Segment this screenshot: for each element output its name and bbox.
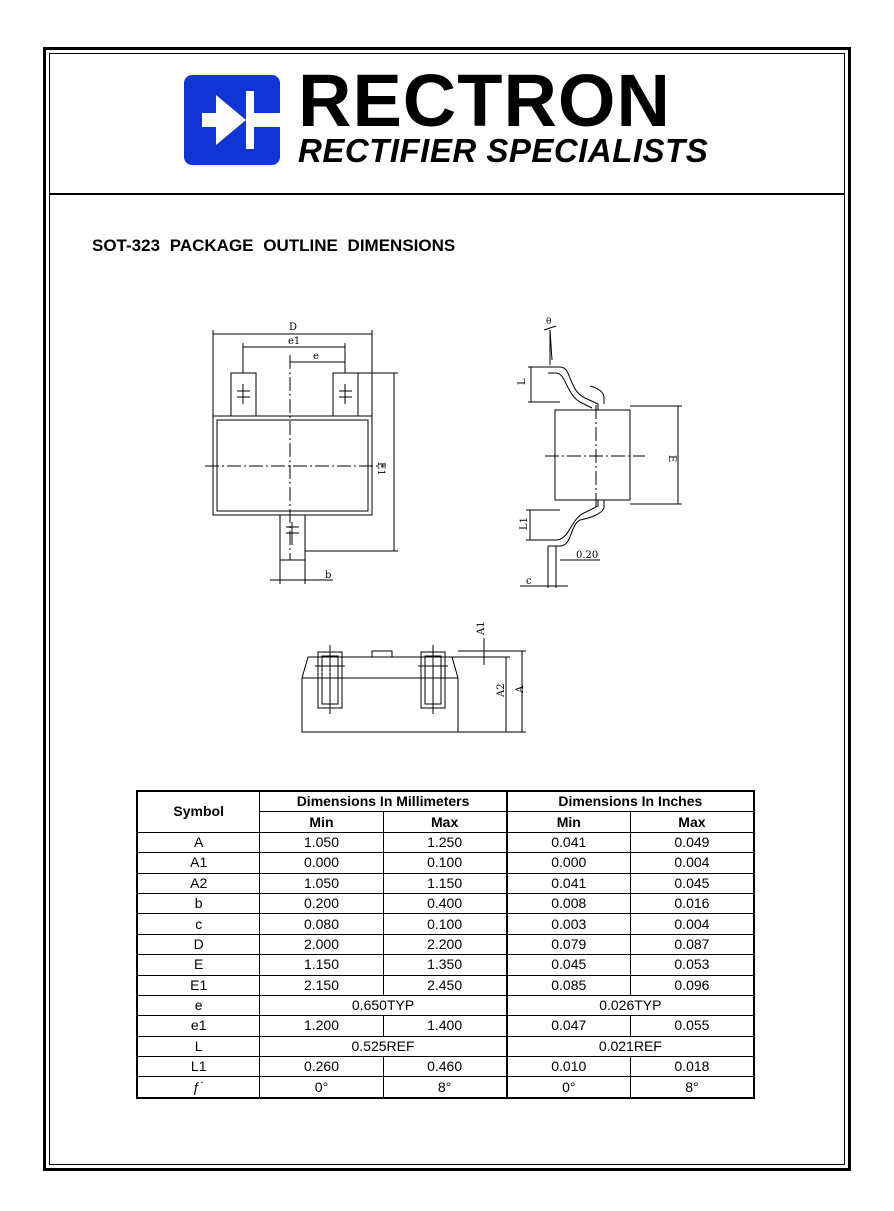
cell-mm-min: 1.050 xyxy=(260,832,383,852)
cell-in-min: 0.000 xyxy=(507,853,631,873)
cell-in-max: 0.053 xyxy=(630,955,754,975)
dimensions-table xyxy=(136,790,755,1099)
table-row xyxy=(137,934,754,954)
cell-symbol: E xyxy=(137,955,260,975)
cell-in-max: 0.096 xyxy=(630,975,754,995)
cell-mm-min: 0.260 xyxy=(260,1057,383,1077)
cell-symbol: A xyxy=(137,832,260,852)
cell-in-max: 0.004 xyxy=(630,853,754,873)
cell-in-max: 0.049 xyxy=(630,832,754,852)
cell-in-max: 8° xyxy=(630,1077,754,1098)
cell-symbol: E1 xyxy=(137,975,260,995)
cell-in-min: 0.079 xyxy=(507,934,631,954)
dim-a-label: A xyxy=(515,685,526,693)
front-view xyxy=(302,638,526,732)
cell-in-typ: 0.026TYP xyxy=(507,995,754,1015)
cell-mm-min: 0° xyxy=(260,1077,383,1098)
cell-mm-min: 1.150 xyxy=(260,955,383,975)
cell-mm-max: 0.100 xyxy=(383,914,507,934)
cell-mm-max: 2.200 xyxy=(383,934,507,954)
cell-mm-min: 1.050 xyxy=(260,873,383,893)
cell-symbol: b xyxy=(137,893,260,913)
table-row xyxy=(137,1077,754,1098)
cell-symbol: D xyxy=(137,934,260,954)
table-row xyxy=(137,853,754,873)
cell-symbol: A1 xyxy=(137,853,260,873)
dim-a2-label: A2 xyxy=(496,683,507,697)
cell-in-min: 0.003 xyxy=(507,914,631,934)
cell-in-min: 0.085 xyxy=(507,975,631,995)
cell-in-min: 0° xyxy=(507,1077,631,1098)
dim-theta-label: θ xyxy=(546,317,552,327)
dim-c-label: c xyxy=(526,576,532,587)
top-view-labels xyxy=(288,322,386,581)
header-in-min: Min xyxy=(507,812,631,832)
cell-mm-max: 1.250 xyxy=(383,832,507,852)
dim-gauge-label: 0.20 xyxy=(576,550,599,561)
header-mm-min: Min xyxy=(260,812,383,832)
cell-mm-typ: 0.650TYP xyxy=(260,995,507,1015)
cell-mm-min: 2.000 xyxy=(260,934,383,954)
dim-a1-label: A1 xyxy=(476,621,487,635)
table-row xyxy=(137,873,754,893)
cell-mm-max: 1.400 xyxy=(383,1016,507,1036)
header-in-max: Max xyxy=(630,812,754,832)
header-mm-max: Max xyxy=(383,812,507,832)
side-view-labels xyxy=(517,317,677,587)
dim-b-label: b xyxy=(325,570,332,581)
cell-mm-max: 0.460 xyxy=(383,1057,507,1077)
brand-tagline: RECTIFIER SPECIALISTS xyxy=(298,132,709,169)
cell-in-max: 0.045 xyxy=(630,873,754,893)
table-row xyxy=(137,995,754,1015)
side-view xyxy=(520,326,682,588)
table-row xyxy=(137,832,754,852)
cell-symbol: ƒ˙ xyxy=(137,1077,260,1098)
cell-symbol: L xyxy=(137,1036,260,1056)
cell-mm-min: 0.200 xyxy=(260,893,383,913)
table-row xyxy=(137,1057,754,1077)
dim-l1-label: L1 xyxy=(519,516,530,530)
dim-d-label: D xyxy=(289,322,298,333)
header-millimeters: Dimensions In Millimeters xyxy=(260,791,507,812)
cell-mm-max: 1.350 xyxy=(383,955,507,975)
table-row xyxy=(137,914,754,934)
cell-mm-min: 2.150 xyxy=(260,975,383,995)
cell-mm-max: 8° xyxy=(383,1077,507,1098)
cell-in-min: 0.010 xyxy=(507,1057,631,1077)
cell-mm-max: 1.150 xyxy=(383,873,507,893)
dim-e1-side-label: E1 xyxy=(375,462,386,476)
cell-mm-max: 0.400 xyxy=(383,893,507,913)
cell-mm-min: 0.080 xyxy=(260,914,383,934)
cell-in-max: 0.055 xyxy=(630,1016,754,1036)
dim-e-cap-label: E xyxy=(666,455,677,463)
cell-in-max: 0.087 xyxy=(630,934,754,954)
table-row xyxy=(137,975,754,995)
page-title: SOT-323 PACKAGE OUTLINE DIMENSIONS xyxy=(92,236,456,255)
cell-symbol: c xyxy=(137,914,260,934)
cell-in-max: 0.016 xyxy=(630,893,754,913)
dim-l-label: L xyxy=(517,378,528,385)
header-symbol: Symbol xyxy=(137,791,260,832)
cell-symbol: e1 xyxy=(137,1016,260,1036)
table-row xyxy=(137,1036,754,1056)
cell-mm-min: 0.000 xyxy=(260,853,383,873)
dim-e-label: e xyxy=(313,351,319,362)
cell-in-min: 0.041 xyxy=(507,832,631,852)
brand-name: RECTRON xyxy=(298,59,671,142)
table-row xyxy=(137,1016,754,1036)
cell-in-max: 0.004 xyxy=(630,914,754,934)
cell-symbol: L1 xyxy=(137,1057,260,1077)
table-row xyxy=(137,955,754,975)
cell-in-min: 0.008 xyxy=(507,893,631,913)
cell-mm-min: 1.200 xyxy=(260,1016,383,1036)
cell-in-min: 0.045 xyxy=(507,955,631,975)
cell-mm-max: 2.450 xyxy=(383,975,507,995)
cell-in-typ: 0.021REF xyxy=(507,1036,754,1056)
cell-in-min: 0.041 xyxy=(507,873,631,893)
cell-in-min: 0.047 xyxy=(507,1016,631,1036)
cell-in-max: 0.018 xyxy=(630,1057,754,1077)
dim-e1-label: e1 xyxy=(288,336,301,347)
cell-symbol: A2 xyxy=(137,873,260,893)
cell-mm-max: 0.100 xyxy=(383,853,507,873)
cell-mm-typ: 0.525REF xyxy=(260,1036,507,1056)
header-inches: Dimensions In Inches xyxy=(507,791,754,812)
table-row xyxy=(137,893,754,913)
table-body xyxy=(137,832,754,1098)
cell-symbol: e xyxy=(137,995,260,1015)
top-view xyxy=(205,330,398,584)
